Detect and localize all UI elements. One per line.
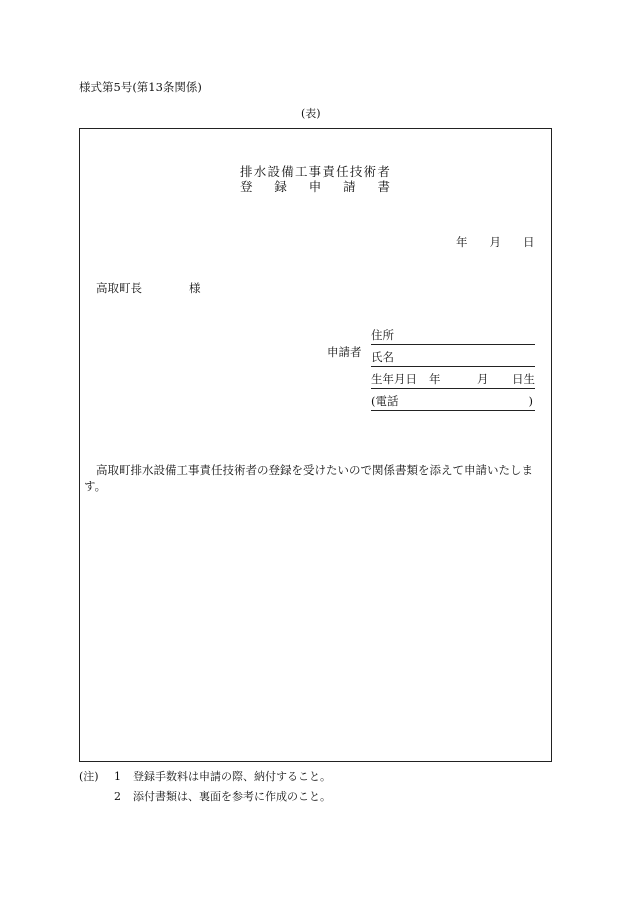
title-char: 工 [294, 164, 308, 179]
side-label: (表) [301, 107, 321, 120]
title-char: 排 [240, 164, 253, 179]
application-statement: 高取町排水設備工事責任技術者の登録を受けたいので関係書類を添えて申請いたします。 [84, 463, 533, 493]
form-title-line-2 [240, 181, 390, 194]
name-label: 氏名 [371, 350, 394, 364]
address-label: 住所 [371, 328, 394, 342]
title-char: 事 [308, 164, 322, 179]
note-2-text: 添付書類は、裏面を参考に作成のこと。 [133, 790, 331, 803]
title-char: 水 [253, 164, 267, 179]
notes-prefix: (注) [79, 770, 99, 783]
form-box [79, 128, 552, 762]
date-row [456, 237, 535, 249]
phone-close-paren: ) [528, 394, 533, 408]
title-char: 任 [336, 164, 349, 179]
birth-year-label: 年 [429, 372, 441, 386]
date-month-label: 月 [489, 235, 501, 249]
title-char: 録 [274, 179, 287, 194]
address-field[interactable] [371, 330, 535, 345]
title-char: 術 [363, 164, 377, 179]
title-char: 責 [322, 164, 335, 179]
form-number: 様式第5号(第13条関係) [79, 80, 202, 94]
applicant-label: 申請者 [327, 345, 362, 359]
note-1-number: 1 [114, 770, 121, 783]
title-char: 申 [308, 179, 322, 194]
title-char: 登 [240, 179, 253, 194]
addressee-honorific: 様 [189, 281, 201, 295]
birthdate-field[interactable] [371, 374, 535, 389]
title-char: 者 [377, 164, 390, 179]
date-day-label: 日 [523, 235, 535, 249]
birth-month-label: 月 [477, 372, 489, 386]
title-char: 請 [343, 179, 356, 194]
birthdate-label: 生年月日 [371, 372, 417, 386]
phone-label: (電話 [371, 394, 399, 408]
title-char: 技 [349, 164, 363, 179]
date-year-label: 年 [456, 235, 468, 249]
addressee-name: 高取町長 [96, 281, 142, 295]
note-1-text: 登録手数料は申請の際、納付すること。 [133, 770, 331, 783]
title-char: 備 [281, 164, 294, 179]
title-char: 設 [267, 164, 280, 179]
form-title-line-1 [240, 166, 390, 179]
note-2-number: 2 [114, 790, 121, 803]
phone-field[interactable] [371, 396, 535, 411]
birth-day-label: 日生 [512, 372, 535, 386]
name-field[interactable] [371, 352, 535, 367]
title-char: 書 [377, 179, 390, 194]
